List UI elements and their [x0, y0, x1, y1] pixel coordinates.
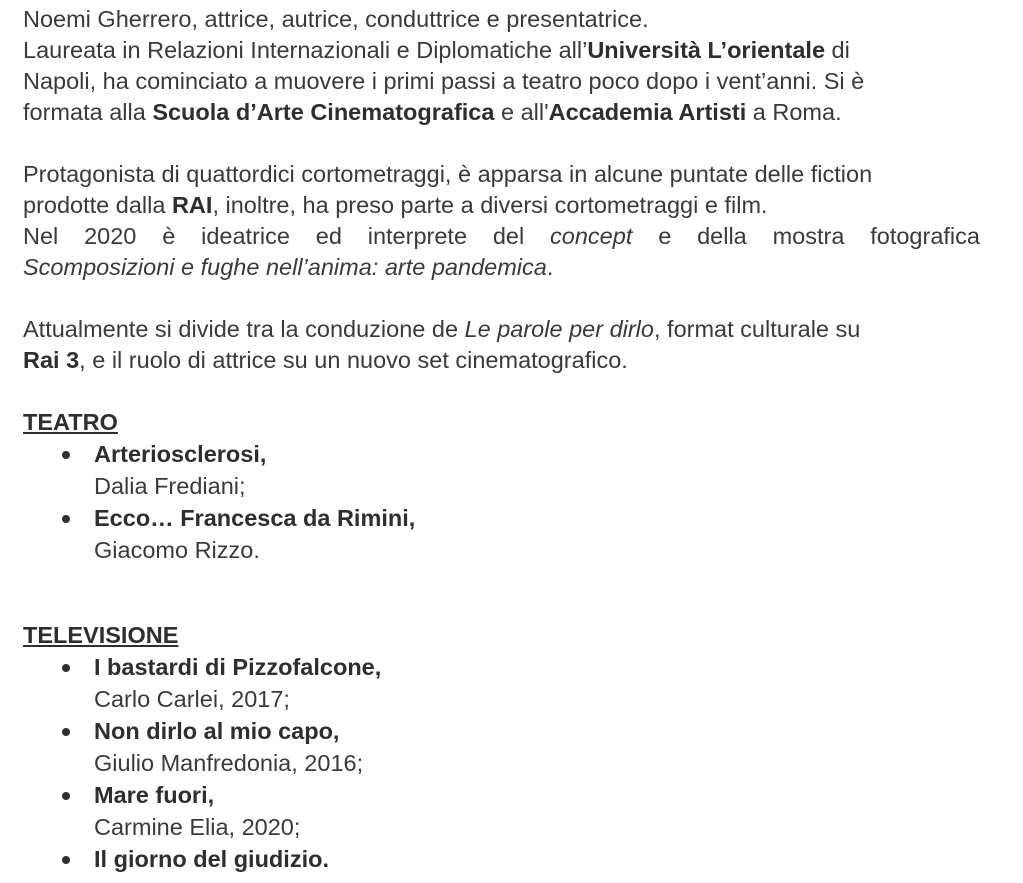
- bio-paragraph-1: [23, 4, 980, 128]
- school-name: Scuola d’Arte Cinematografica: [152, 99, 495, 125]
- list-item: [23, 780, 381, 844]
- item-title: Non dirlo al mio capo,: [94, 718, 340, 744]
- text-run: prodotte dalla: [23, 192, 172, 218]
- university-name: Università L’orientale: [587, 37, 826, 63]
- bullet-icon: [62, 792, 70, 800]
- item-title: Ecco… Francesca da Rimini,: [94, 505, 416, 531]
- item-credit: Carlo Carlei, 2017;: [94, 686, 290, 712]
- channel-name: Rai 3: [23, 347, 80, 373]
- bio-paragraph-2: [23, 159, 980, 283]
- bullet-icon: [62, 856, 70, 864]
- text-run: Attualmente si divide tra la conduzione de: [23, 316, 465, 342]
- text-run: , e il ruolo di attrice su un nuovo set cinematografico.: [79, 347, 628, 373]
- bullet-icon: [62, 515, 70, 523]
- bullet-icon: [62, 664, 70, 672]
- list-item: [23, 716, 381, 780]
- bio-paragraph-3: [23, 314, 980, 376]
- academy-name: Accademia Artisti: [548, 99, 747, 125]
- bullet-icon: [62, 728, 70, 736]
- bullet-icon: [62, 451, 70, 459]
- text-run: Laureata in Relazioni Internazionali e Diplomatiche all’: [23, 37, 588, 63]
- word: ideatrice: [201, 223, 290, 249]
- word: interprete: [367, 223, 468, 249]
- text-run: .: [546, 254, 554, 280]
- list-item: [23, 439, 415, 503]
- item-title: Mare fuori,: [94, 782, 215, 808]
- word: 2020: [84, 223, 137, 249]
- text-run: , inoltre, ha preso parte a diversi cortometraggi e film.: [212, 192, 768, 218]
- item-credit: Giulio Manfredonia, 2016;: [94, 750, 364, 776]
- bio-line: [23, 252, 980, 283]
- section-heading-teatro: [23, 407, 980, 438]
- item-title: Il giorno del giudizio.: [94, 846, 329, 872]
- word: e: [658, 223, 672, 249]
- broadcaster-name: RAI: [171, 192, 213, 218]
- word: Nel: [23, 223, 59, 249]
- item-credit: Carmine Elia, 2020;: [94, 814, 301, 840]
- word: della: [697, 223, 747, 249]
- word: è: [162, 223, 176, 249]
- bio-line: [23, 35, 980, 66]
- item-title: Arteriosclerosi,: [94, 441, 267, 467]
- text-run: formata alla: [23, 99, 153, 125]
- teatro-list: [23, 439, 415, 567]
- word: mostra: [772, 223, 845, 249]
- section-heading: TELEVISIONE: [23, 622, 179, 648]
- text-run: , format culturale su: [653, 316, 861, 342]
- section-heading: TEATRO: [23, 409, 118, 435]
- bio-line: [23, 314, 980, 345]
- item-credit: Giacomo Rizzo.: [94, 537, 260, 563]
- word: concept: [550, 223, 633, 249]
- list-item: [23, 652, 381, 716]
- item-credit: Dalia Frediani;: [94, 473, 246, 499]
- bio-line: Napoli, ha cominciato a muovere i primi passi a teatro poco dopo i vent’anni. Si è: [23, 68, 865, 94]
- televisione-list: [23, 652, 381, 876]
- word: del: [492, 223, 525, 249]
- bio-line: [23, 345, 980, 376]
- bio-line: Protagonista di quattordici cortometraggi, è apparsa in alcune puntate delle fiction: [23, 161, 873, 187]
- text-run: e all': [494, 99, 549, 125]
- exhibition-title: Scomposizioni e fughe nell’anima: arte pandemica: [23, 254, 547, 280]
- text-run: di: [825, 37, 850, 63]
- list-item: [23, 844, 381, 876]
- show-title: Le parole per dirlo: [464, 316, 654, 342]
- bio-line: [23, 97, 980, 128]
- word: ed: [315, 223, 342, 249]
- section-heading-televisione: [23, 620, 980, 651]
- bio-line: [23, 190, 980, 221]
- bio-justified-line: [23, 221, 980, 252]
- list-item: [23, 503, 415, 567]
- text-run: a Roma.: [746, 99, 842, 125]
- bio-line: Noemi Gherrero, attrice, autrice, conduttrice e presentatrice.: [23, 6, 649, 32]
- word: fotografica: [870, 223, 980, 249]
- item-title: I bastardi di Pizzofalcone,: [94, 654, 382, 680]
